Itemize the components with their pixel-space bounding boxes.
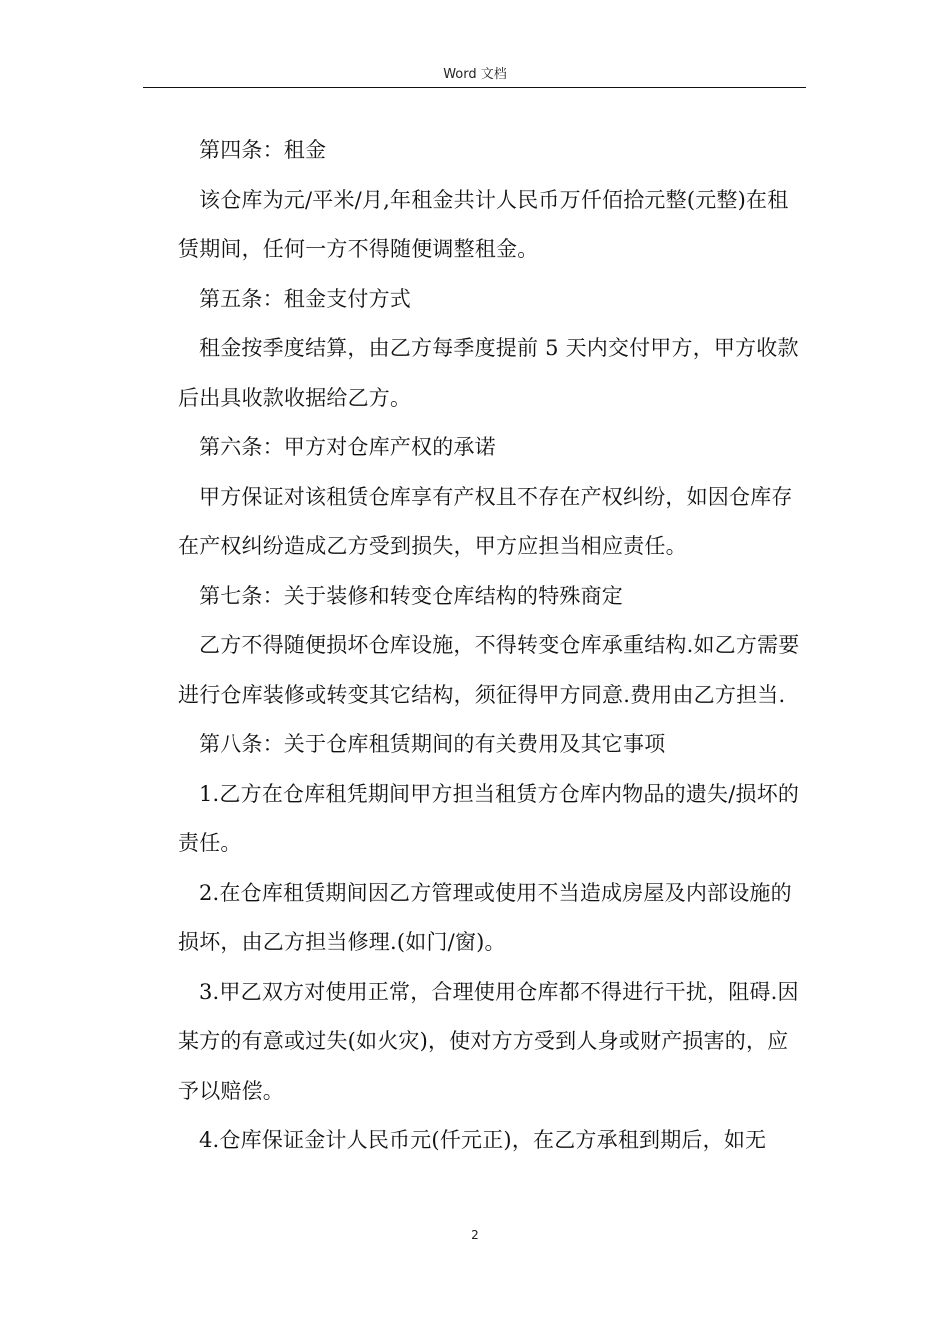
clause-heading-5: 第五条：租金支付方式 xyxy=(199,286,411,311)
page-number: 2 xyxy=(471,1228,479,1242)
list-item-1: 1.乙方在仓库租凭期间甲方担当租赁方仓库内物品的遗失/损坏的责任。 xyxy=(178,781,800,855)
clause-text-payment: 租金按季度结算，由乙方每季度提前 5 天内交付甲方，甲方收款后出具收款收据给乙方。 xyxy=(178,336,799,410)
page-header: Word 文档 xyxy=(443,67,507,82)
list-item-3: 3.甲乙双方对使用正常，合理使用仓库都不得进行干扰，阻碍.因某方的有意或过失(如火灾)，使对方方受到人身或财产损害的，应予以赔偿。 xyxy=(178,979,799,1103)
clause-heading-6: 第六条：甲方对仓库产权的承诺 xyxy=(199,435,496,459)
list-item-4: 4.仓库保证金计人民币元(仟元正)，在乙方承租到期后，如无 xyxy=(199,1128,767,1152)
clause-text-rent: 该仓库为元/平米/月,年租金共计人民币万仟佰拾元整(元整)在租赁期间，任何一方不得随便调整租金。 xyxy=(178,187,789,261)
clause-heading-7: 第七条：关于装修和转变仓库结构的特殊商定 xyxy=(199,583,623,608)
clause-heading-4: 第四条：租金 xyxy=(199,138,327,162)
list-item-2: 2.在仓库租赁期间因乙方管理或使用不当造成房屋及内部设施的损坏，由乙方担当修理.(如门/窗)。 xyxy=(178,880,792,954)
clause-heading-8: 第八条：关于仓库租赁期间的有关费用及其它事项 xyxy=(199,732,666,756)
clause-text-ownership: 甲方保证对该租赁仓库享有产权且不存在产权纠纷，如因仓库存在产权纠纷造成乙方受到损失，甲方应担当相应责任。 xyxy=(178,484,793,558)
document-body xyxy=(178,126,806,1166)
clause-text-renovation: 乙方不得随便损坏仓库设施，不得转变仓库承重结构.如乙方需要进行仓库装修或转变其它结构，须征得甲方同意.费用由乙方担当. xyxy=(178,633,800,707)
header-divider xyxy=(143,87,806,88)
